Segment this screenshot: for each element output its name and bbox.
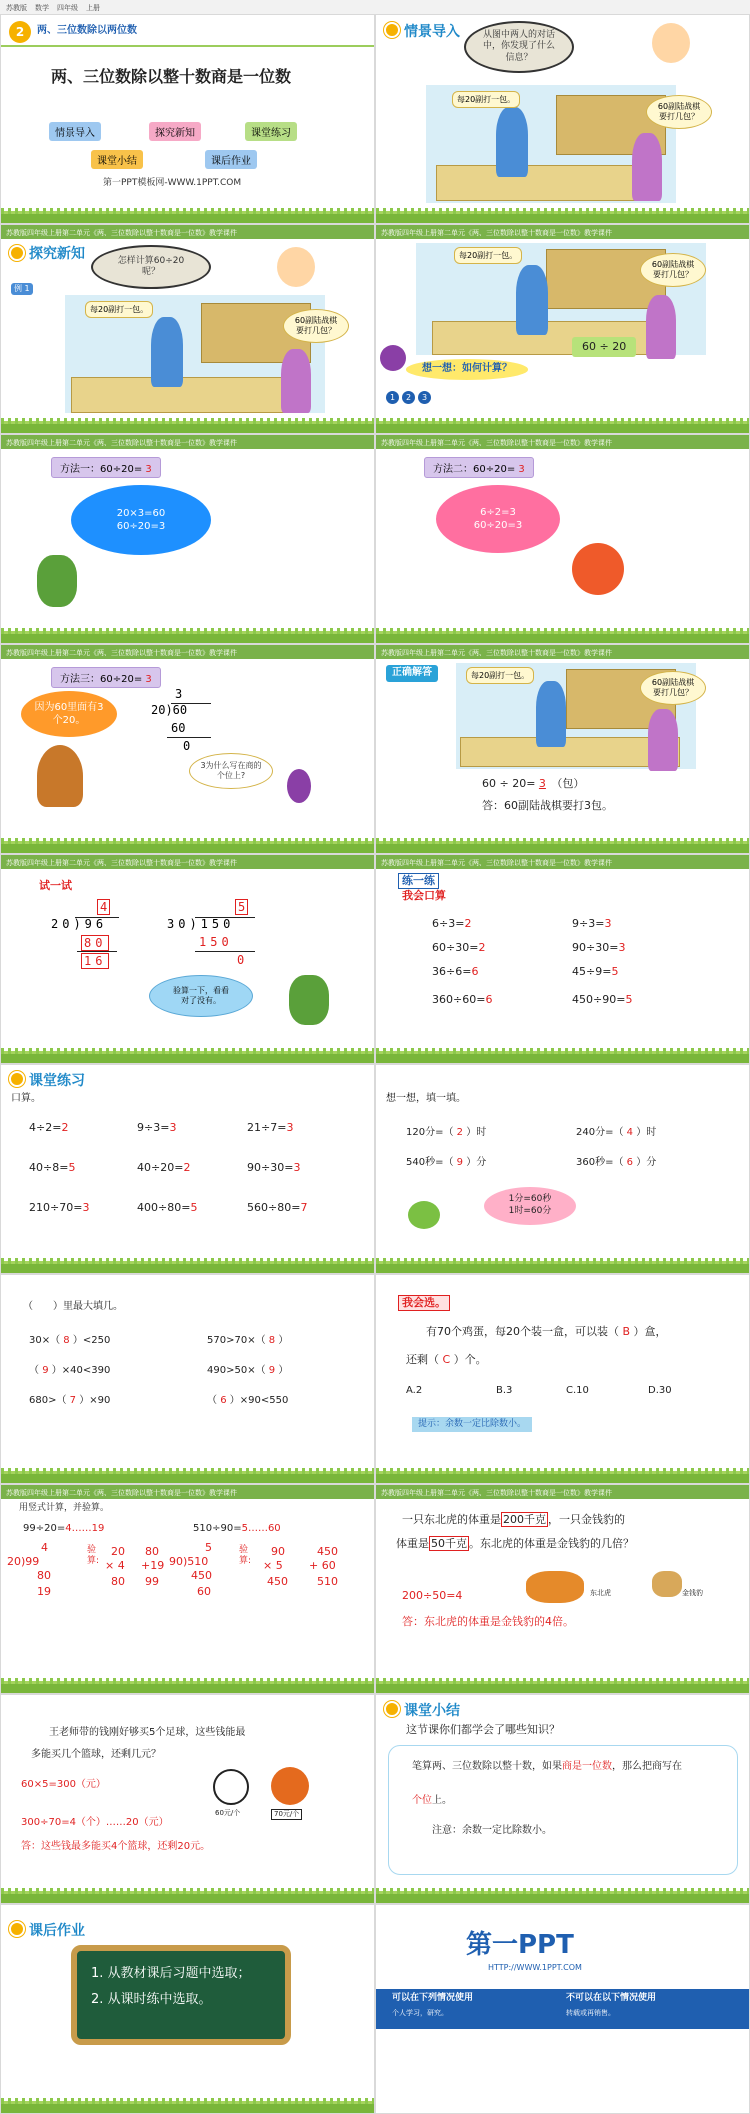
calc-item: 9÷3=3 (572, 917, 612, 930)
speech-bubble-1: 每20副打一包。 (452, 91, 520, 108)
choice-tip: 提示：余数一定比除数小。 (412, 1417, 532, 1432)
slide-3-explore[interactable] (1, 225, 374, 433)
speech-bubble-2: 60副陆战棋要打几包？ (640, 253, 706, 287)
credits-bar (376, 1989, 749, 2029)
slide-12-fill[interactable] (376, 1065, 749, 1273)
page-button-1[interactable]: 1 (386, 391, 399, 404)
can-use-note: 个人学习，研究。 (392, 2009, 448, 2017)
grass-decoration (376, 1681, 749, 1693)
footer-text: 第一PPT模板网-WWW.1PPT.COM (103, 178, 242, 188)
grass-decoration (376, 631, 749, 643)
summary-line-2: 个位上。 (412, 1795, 452, 1806)
check-label: 验 算: (87, 1545, 100, 1567)
melon-character (289, 975, 329, 1025)
c2-e: + 60 (309, 1559, 336, 1572)
c2-d: 450 (317, 1545, 338, 1558)
counter (460, 737, 680, 767)
slide-1-title[interactable] (1, 15, 374, 223)
fill-item: 540秒=（ 9 ）分 (406, 1157, 487, 1168)
section-title: 课堂练习 (29, 1073, 85, 1089)
mushroom-character (37, 745, 83, 807)
credits-url[interactable]: HTTP://WWW.1PPT.COM (488, 1963, 582, 1972)
division-b-remainder: 0 (237, 953, 245, 967)
c1-c: 80 (111, 1575, 125, 1588)
summary-note: 注意：余数一定比除数小。 (432, 1825, 552, 1836)
counter (436, 165, 656, 201)
grass-decoration (1, 631, 374, 643)
grass-decoration (376, 1471, 749, 1483)
c2-f: 510 (317, 1575, 338, 1588)
max-fill-item: （ 6 ）×90<550 (207, 1395, 289, 1406)
tiger-answer: 答：东北虎的体重是金钱豹的4倍。 (402, 1615, 574, 1628)
speech-bubble-1: 每20副打一包。 (454, 247, 522, 264)
slide-11-exercise[interactable] (1, 1065, 374, 1273)
slide-2-scene[interactable] (376, 15, 749, 223)
angel-character (652, 23, 690, 63)
leopard-label: 金钱豹 (682, 1589, 703, 1597)
chalkboard (71, 1945, 291, 2045)
division-a-quotient: 4 (97, 899, 110, 915)
vertical-eq-1: 99÷20=4……19 (23, 1523, 105, 1534)
grass-decoration (1, 1051, 374, 1063)
football-price: 60元/个 (215, 1809, 241, 1817)
tiger-question-1: 一只东北虎的体重是 200千克 ，一只金钱豹的 (402, 1513, 625, 1526)
slide-14-choice[interactable] (376, 1275, 749, 1483)
question-cloud: 从图中两人的对话中，你发现了什么信息？ (464, 21, 574, 73)
speech-bubble-2: 60副陆战棋要打几包？ (646, 95, 712, 129)
tiger-question-2: 体重是 50千克 。东北虎的体重是金钱豹的几倍？ (396, 1537, 634, 1550)
question-cloud: 怎样计算60÷20呢？ (91, 245, 211, 289)
try-title: 试一试 (39, 879, 72, 892)
long-division-remainder: 0 (183, 739, 191, 753)
shopkeeper (536, 681, 566, 747)
check-bubble: 验算一下，看看对了没有。 (149, 975, 253, 1017)
grass-decoration (1, 421, 374, 433)
slide-6-method2[interactable] (376, 435, 749, 643)
division-a-remainder: 16 (81, 953, 109, 969)
calc-item: 9÷3=3 (137, 1121, 177, 1134)
section-icon (384, 1701, 400, 1717)
vertical-title: 用竖式计算，并验算。 (19, 1503, 110, 1513)
practice-subtitle: 我会口算 (402, 889, 446, 902)
answer-tag: 正确解答 (386, 665, 438, 682)
credits-logo: 第一PPT (466, 1930, 574, 1960)
slide-header: 苏教版四年级上册第二单元《两、三位数除以整十数商是一位数》教学课件 (1, 435, 374, 449)
ball-calc-1: 60×5=300（元） (21, 1779, 106, 1790)
calc-item: 4÷2=2 (29, 1121, 69, 1134)
calc-item: 40÷20=2 (137, 1161, 191, 1174)
slide-15-vertical[interactable] (1, 1485, 374, 1693)
question-bubble: 3为什么写在商的个位上? (189, 753, 273, 789)
max-fill-item: （ 9 ）×40<390 (29, 1365, 111, 1376)
tip-cloud: 1分=60秒 1时=60分 (484, 1187, 576, 1225)
method-label: 方法三：60÷20= 3 (51, 667, 161, 688)
c1-f: 99 (145, 1575, 159, 1588)
slide-7-method3[interactable] (1, 645, 374, 853)
grass-decoration (1, 1891, 374, 1903)
calc-item: 360÷60=6 (432, 993, 493, 1006)
division-b-row: 30)150 (167, 917, 235, 931)
method-oval: 6÷2=3 60÷20=3 (436, 485, 560, 553)
lesson-title: 两、三位数除以整十数商是一位数 (51, 67, 292, 86)
v2-product: 450 (191, 1569, 212, 1582)
snail-character (408, 1201, 440, 1229)
melon-character (37, 555, 77, 607)
choice-tag: 我会选。 (398, 1295, 450, 1311)
menu-item-3[interactable]: 课堂练习 (245, 122, 297, 141)
customer (281, 349, 311, 413)
tiger-calc: 200÷50=4 (402, 1589, 463, 1602)
grass-decoration (376, 841, 749, 853)
slide-header: 苏教版四年级上册第二单元《两、三位数除以整十数商是一位数》教学课件 (376, 855, 749, 869)
speech-bubble-2: 60副陆战棋要打几包？ (640, 671, 706, 705)
grass-decoration (1, 211, 374, 223)
calc-item: 6÷3=2 (432, 917, 472, 930)
grass-decoration (376, 211, 749, 223)
eggplant-character (380, 345, 406, 371)
section-icon (9, 245, 25, 261)
ball-calc-2: 300÷70=4（个）……20（元） (21, 1817, 169, 1828)
option-c[interactable]: C.10 (566, 1385, 589, 1396)
grass-decoration (1, 2101, 374, 2113)
long-division-quotient: 3 (175, 687, 183, 701)
counter (71, 377, 301, 413)
answer-sentence: 答：60副陆战棋要打3包。 (482, 799, 613, 812)
section-icon (9, 1921, 25, 1937)
calc-item: 90÷30=3 (247, 1161, 301, 1174)
calc-item: 90÷30=3 (572, 941, 626, 954)
division-a-product: 80 (81, 935, 109, 951)
section-title: 课后作业 (29, 1923, 85, 1939)
exercise-subtitle: 口算。 (11, 1093, 41, 1104)
answer-equation: 60 ÷ 20= 3 （包） (482, 777, 585, 790)
menu-item-2[interactable]: 探究新知 (149, 122, 201, 141)
leopard-image (652, 1571, 682, 1597)
grass-decoration (376, 421, 749, 433)
slide-19-homework[interactable] (1, 1905, 374, 2113)
basketball-price: 70元/个 (271, 1809, 302, 1820)
section-icon (384, 22, 400, 38)
c2-a: 90 (271, 1545, 285, 1558)
practice-tag: 练一练 (398, 873, 439, 889)
c1-b: × 4 (105, 1559, 125, 1572)
calc-item: 450÷90=5 (572, 993, 633, 1006)
calc-item: 60÷30=2 (432, 941, 486, 954)
homework-item-1: 1. 从教材课后习题中选取； (91, 1966, 251, 1981)
section-title: 课堂小结 (404, 1703, 460, 1719)
v2-row: 90)510 (169, 1555, 209, 1568)
choice-question-2: 还剩（ C ）个。 (406, 1353, 487, 1366)
tiger-label: 东北虎 (590, 1589, 611, 1597)
c2-b: × 5 (263, 1559, 283, 1572)
section-title: 情景导入 (404, 24, 460, 40)
unit-number-badge: 2 (9, 21, 31, 43)
shopkeeper (151, 317, 183, 387)
calc-item: 400÷80=5 (137, 1201, 198, 1214)
slide-header: 苏教版四年级上册第二单元《两、三位数除以整十数商是一位数》教学课件 (376, 1485, 749, 1499)
cannot-use-title: 不可以在以下情况使用 (566, 1993, 657, 2003)
customer (648, 709, 678, 771)
unit-title: 两、三位数除以两位数 (37, 25, 137, 36)
division-b-product: 150 (199, 935, 233, 949)
angel-character (277, 247, 315, 287)
ball-question-1: 王老师带的钱刚好够买5个足球，这些钱能最 (49, 1727, 246, 1738)
c2-c: 450 (267, 1575, 288, 1588)
slide-header: 苏教版四年级上册第二单元《两、三位数除以整十数商是一位数》教学课件 (1, 225, 374, 239)
slide-header: 苏教版四年级上册第二单元《两、三位数除以整十数商是一位数》教学课件 (1, 1485, 374, 1499)
reason-oval: 因为60里面有3个20。 (21, 691, 117, 737)
cannot-use-note: 转载或再销售。 (566, 2009, 615, 2017)
grass-decoration (1, 1681, 374, 1693)
grass-decoration (1, 1471, 374, 1483)
fill-item: 120分=（ 2 ）时 (406, 1127, 487, 1138)
ball-answer: 答：这些钱最多能买4个篮球，还剩20元。 (21, 1841, 211, 1852)
option-d[interactable]: D.30 (648, 1385, 672, 1396)
think-bubble: 想一想：如何计算？ (406, 359, 528, 380)
max-fill-title: （ ）里最大填几。 (23, 1301, 123, 1312)
slide-header: 苏教版四年级上册第二单元《两、三位数除以整十数商是一位数》教学课件 (376, 225, 749, 239)
division-a-row: 20)96 (51, 917, 108, 931)
v1-remainder: 19 (37, 1585, 51, 1598)
speech-bubble-1: 每20副打一包。 (466, 667, 534, 684)
method-label: 方法二：60÷20= 3 (424, 457, 534, 478)
grass-decoration (1, 841, 374, 853)
section-title: 探究新知 (29, 246, 85, 262)
homework-item-2: 2. 从课时练中选取。 (91, 1992, 212, 2007)
slide-header: 苏教版四年级上册第二单元《两、三位数除以整十数商是一位数》教学课件 (1, 855, 374, 869)
method-oval: 20×3=60 60÷20=3 (71, 485, 211, 555)
speech-bubble-2: 60副陆战棋要打几包？ (283, 309, 349, 343)
slide-header: 苏教版四年级上册第二单元《两、三位数除以整十数商是一位数》教学课件 (376, 645, 749, 659)
customer (632, 133, 662, 201)
can-use-title: 可以在下列情况使用 (392, 1993, 474, 2003)
c1-d: 80 (145, 1545, 159, 1558)
max-fill-item: 490>50×（ 9 ） (207, 1365, 289, 1376)
c1-a: 20 (111, 1545, 125, 1558)
max-fill-item: 680>（ 7 ）×90 (29, 1395, 111, 1406)
grass-decoration (376, 1261, 749, 1273)
v1-product: 80 (37, 1569, 51, 1582)
slide-header: 苏教版四年级上册第二单元《两、三位数除以整十数商是一位数》教学课件 (376, 435, 749, 449)
menu-item-5[interactable]: 课后作业 (205, 150, 257, 169)
long-division-product: 60 (171, 721, 186, 735)
basketball-icon (271, 1767, 309, 1805)
long-division-row: 20)60 (151, 703, 188, 717)
c1-e: +19 (141, 1559, 165, 1572)
tomato-character (572, 543, 624, 595)
menu-item-4[interactable]: 课堂小结 (91, 150, 143, 169)
v2-quotient: 5 (205, 1541, 212, 1554)
check-label-2: 验 算: (239, 1545, 252, 1567)
example-tag: 例 1 (11, 283, 33, 295)
fill-item: 360秒=（ 6 ）分 (576, 1157, 657, 1168)
calc-item: 36÷6=6 (432, 965, 479, 978)
v2-remainder: 60 (197, 1585, 211, 1598)
v1-quotient: 4 (41, 1541, 48, 1554)
slide-header: 苏教版四年级上册第二单元《两、三位数除以整十数商是一位数》教学课件 (1, 645, 374, 659)
slide-4-think[interactable] (376, 225, 749, 433)
slide-13-max-fill[interactable] (1, 1275, 374, 1483)
shopkeeper (516, 265, 548, 335)
section-icon (9, 1071, 25, 1087)
football-icon (213, 1769, 249, 1805)
tiger-image (526, 1571, 584, 1603)
page-button-2[interactable]: 2 (402, 391, 415, 404)
slide-9-try[interactable] (1, 855, 374, 1063)
summary-question: 这节课你们都学会了哪些知识？ (406, 1723, 560, 1736)
page-button-3[interactable]: 3 (418, 391, 431, 404)
speech-bubble-1: 每20副打一包。 (85, 301, 153, 318)
fill-item: 240分=（ 4 ）时 (576, 1127, 657, 1138)
slide-8-answer[interactable] (376, 645, 749, 853)
fill-title: 想一想，填一填。 (386, 1093, 466, 1104)
expression-box: 60 ÷ 20 (572, 337, 636, 357)
grass-decoration (376, 1051, 749, 1063)
max-fill-item: 570>70×（ 8 ） (207, 1335, 289, 1346)
option-b[interactable]: B.3 (496, 1385, 513, 1396)
calc-item: 21÷7=3 (247, 1121, 294, 1134)
eggplant-character (287, 769, 311, 803)
menu-item-1[interactable]: 情景导入 (49, 122, 101, 141)
method-label: 方法一：60÷20= 3 (51, 457, 161, 478)
ball-question-2: 多能买几个篮球，还剩几元？ (31, 1749, 161, 1760)
slide-17-balls[interactable] (1, 1695, 374, 1903)
max-fill-item: 30×（ 8 ）<250 (29, 1335, 111, 1346)
calc-item: 45÷9=5 (572, 965, 619, 978)
choice-question: 有70个鸡蛋，每20个装一盒，可以装（ B ）盒， (426, 1325, 667, 1338)
grass-decoration (376, 1891, 749, 1903)
calc-item: 560÷80=7 (247, 1201, 308, 1214)
slide-20-credits[interactable] (376, 1905, 749, 2113)
slide-5-method1[interactable] (1, 435, 374, 643)
slide-10-practice[interactable] (376, 855, 749, 1063)
option-a[interactable]: A.2 (406, 1385, 423, 1396)
slide-18-summary[interactable] (376, 1695, 749, 1903)
slide-16-tiger[interactable] (376, 1485, 749, 1693)
top-bar: 苏教版 数学 四年级 上册 (0, 0, 750, 14)
grass-decoration (1, 1261, 374, 1273)
calc-item: 40÷8=5 (29, 1161, 76, 1174)
division-b-quotient: 5 (235, 899, 248, 915)
summary-line-1: 笔算两、三位数除以整十数，如果商是一位数，那么把商写在 (412, 1761, 682, 1772)
calc-item: 210÷70=3 (29, 1201, 90, 1214)
vertical-eq-2: 510÷90=5……60 (193, 1523, 281, 1534)
v1-row: 20)99 (7, 1555, 40, 1568)
shopkeeper (496, 107, 528, 177)
customer (646, 295, 676, 359)
